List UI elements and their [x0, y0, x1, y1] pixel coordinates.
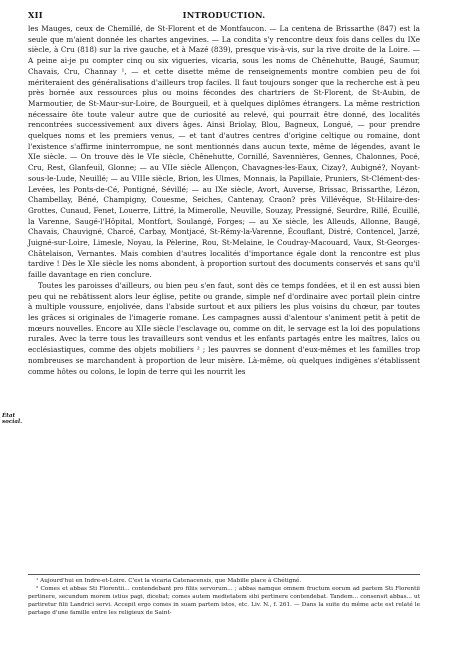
- main-text: [28, 24, 420, 377]
- paragraph-social-state: Toutes les paroisses d'ailleurs, ou bien peu s'en faut, sont dès ce temps fondées, et il en est aussi bien peu qui ne rebâtissent alors leur église, petite ou grande, simple nef d'ordinaire avec portail plein cintre à multiple voussure, enjolivée, dans l'abside surtout et aux piliers les plus voisins du chœur, par toutes les grâces si originales de l'imagerie romane. Les campagnes aussi d'alentour s'animent petit à petit de mœurs nouvelles. Encore au XIIe siècle l'esclavage ou, comme on dit, le servage est la loi des populations rurales. Avec la terre tous les travailleurs sont vendus et les enfants partagés entre les maîtres, laïcs ou ecclésiastiques, comme des objets mobiliers ² ; les pauvres se donnent d'eux-mêmes et les familles trop nombreuses se marchandent à proportion de leur misère. Là-même, où quelques indigènes s'établissent comme hôtes ou colons, le lopin de terre qui les nourrit les: [28, 280, 420, 376]
- margin-note: État social.: [2, 413, 23, 425]
- page-number: XII: [28, 10, 43, 20]
- running-title: INTRODUCTION.: [182, 10, 266, 20]
- footnote-2: ² Comes et abbas Sti Florentii... contendebant pro filiis servorum... ; abbas namque omnem fructum eorum ad partem Sti Florentii pertinere, secundum morem istius pagi, dicebat; comes autem medietatem sibi pertinere contendebat. Tandem... consensit abbas... ut partiretur filii Landrici servi. Accepit ergo comes in suam partem istos, etc. Liv. N., f. 261. — Dans la suite du même acte est relaté le partage d'une famille entre les religieux de Saint-: [28, 586, 420, 617]
- page-header: [28, 10, 420, 24]
- paragraph-localities: les Mauges, ceux de Chemillé, de St-Florent et de Montfaucon. — La centena de Brissarthe (847) est la seule que m'aient donnée les chartes angevines. — La condita s'y rencontre deux fois dans celles du IXe siècle, à Cru (818) sur la rive gauche, et à Mazé (839), presque vis-à-vis, sur la rive droite de la Loire. — A peine ai-je pu compter cinq ou six vigueries, vicaria, sous les noms de Chênehutte, Baugé, Saumur, Chavais, Cru, Channay ¹, — et cette disette même de renseignements montre combien peu de foi mériteraient des généralisations d'ailleurs trop faciles. Il faut toujours songer que la recherche est à peu près bornée aux ressources plus ou moins fécondes des chartriers de St-Florent, de St-Aubin, de Marmoutier, de St-Maur-sur-Loire, de Bourgueil, et à quelques diplômes étrangers. La même restriction nécessaire ôte toute valeur autre que de curiosité au relevé, qui pourrait être donné, des localités rencontrées successivement aux divers âges. Ainsi Briolay, Blou, Bagneux, Longué, — pour prendre quelques noms et les premiers venus, — et tant d'autres centres d'origine celtique ou romaine, dont l'existence s'affirme ininterrompue, ne sont mentionnés dans aucun texte, même de légendes, avant le XIe siècle. — On trouve dès le VIe siècle, Chênehutte, Cornillé, Savennières, Gennes, Chalonnes, Pocé, Cru, Rest, Glanfeuil, Glonne; — au VIIe siècle Allençon, Chavagnes-les-Eaux, Cizay?, Aubigné?, Noyant-sous-le-Lude, Neuillé; — au VIIIe siècle, Brion, les Ulmes, Monnais, la Papillaie, Pruniers, St-Clément-des-Levées, les Ponts-de-Cé, Pontigné, Sévillé; — au IXe siècle, Avort, Auverse, Brissac, Brissarthe, Lézon, Chambellay, Béné, Champigny, Couesme, Seiches, Cantenay, Craon? près Villévêque, St-Hilaire-des-Grottes, Cunaud, Fenet, Louerre, Littré, la Mimerolle, Neuville, Souzay, Pressigné, Seurdre, Rillé, Écuillé, la Varenne, Saugé-l'Hôpital, Montfort, Soulangé, Forges; — au Xe siècle, les Alleuds, Allonne, Baugé, Chavais, Chauvigné, Charcé, Carbay, Montjacé, St-Rémy-la-Varenne, Écouflant, Distré, Contencel, Jarzé, Juigné-sur-Loire, Limesle, Noyau, la Pèlerine, Rou, St-Melaine, le Coudray-Macouard, Vaux, St-Georges-Châtelaison, Vernantes. Mais combien d'autres localités d'importance égale dont la rencontre est plus tardive ! Dès le XIe siècle les noms abondent, à proportion surtout des documents conservés et sans qu'il faille davantage en rien conclure.: [28, 24, 420, 280]
- footnote-1: ¹ Aujourd'hui en Indre-et-Loire. C'est la vicaria Catenacensis, que Mabille place à Chétigné.: [36, 578, 302, 584]
- footnotes: [28, 574, 420, 617]
